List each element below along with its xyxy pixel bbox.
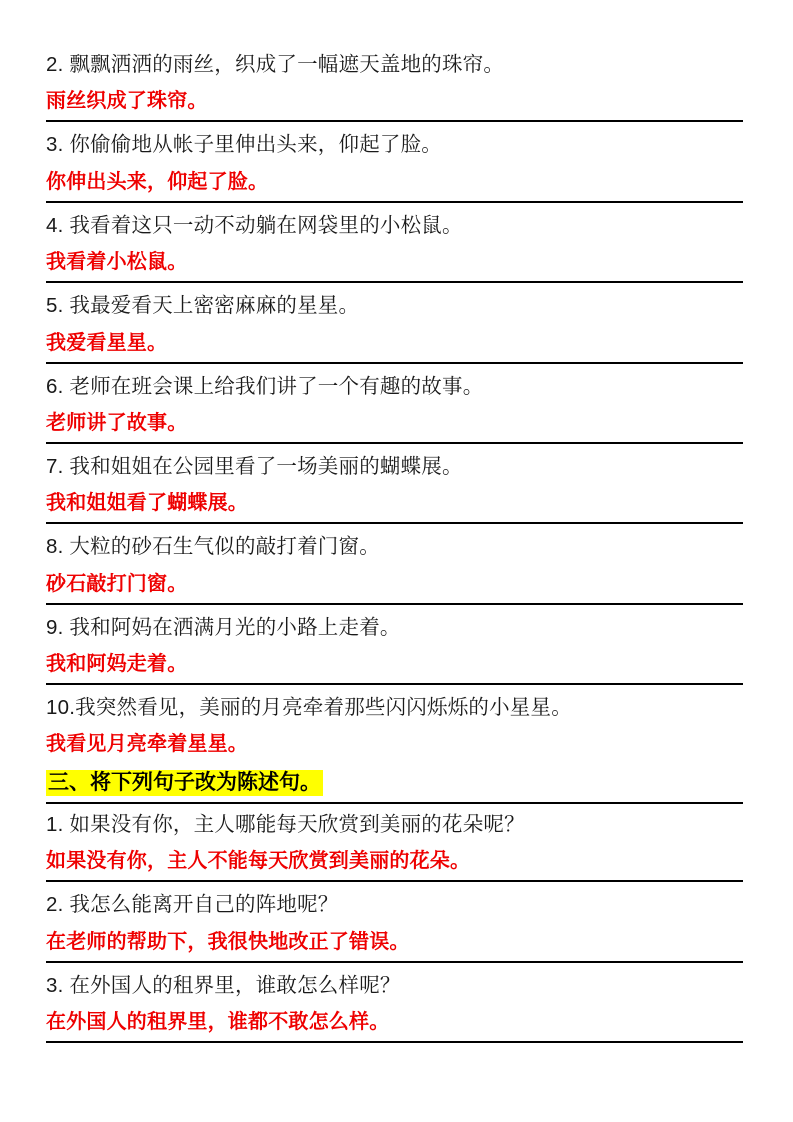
answer-text: 在外国人的租界里，谁都不敢怎么样。 — [46, 1005, 743, 1043]
question-text: 5. 我最爱看天上密密麻麻的星星。 — [46, 294, 360, 318]
exercise-row — [46, 366, 743, 446]
answer-text: 我和姐姐看了蝴蝶展。 — [46, 486, 743, 524]
exercise-row — [46, 607, 743, 687]
question-text: 2. 飘飘洒洒的雨丝，织成了一幅遮天盖地的珠帘。 — [46, 53, 505, 76]
question-text: 10.我突然看见，美丽的月亮牵着那些闪闪烁烁的小星星。 — [46, 696, 572, 719]
section-heading — [46, 765, 743, 803]
exercise-row — [46, 285, 743, 365]
exercise-row — [46, 526, 743, 606]
question-text: 2. 我怎么能离开自己的阵地呢？ — [46, 893, 339, 917]
exercise-row — [46, 687, 743, 765]
question-text: 8. 大粒的砂石生气似的敲打着门窗。 — [46, 535, 380, 559]
answer-text: 我和阿妈走着。 — [46, 647, 743, 685]
exercise-row — [46, 44, 743, 124]
answer-text: 如果没有你，主人不能每天欣赏到美丽的花朵。 — [46, 844, 743, 882]
section-heading-text: 三、将下列句子改为陈述句。 — [48, 771, 321, 795]
exercise-row — [46, 804, 743, 884]
answer-text: 砂石敲打门窗。 — [46, 567, 743, 605]
answer-text: 我看见月亮牵着星星。 — [46, 733, 248, 756]
exercise-row — [46, 446, 743, 526]
exercise-row — [46, 965, 743, 1045]
exercise-row — [46, 884, 743, 964]
answer-text: 我看着小松鼠。 — [46, 245, 743, 283]
question-text: 7. 我和姐姐在公园里看了一场美丽的蝴蝶展。 — [46, 454, 463, 478]
question-text: 1. 如果没有你，主人哪能每天欣赏到美丽的花朵呢？ — [46, 812, 525, 836]
exercise-row — [46, 205, 743, 285]
answer-text: 雨丝织成了珠帘。 — [46, 84, 743, 122]
exercise-row — [46, 124, 743, 204]
question-text: 3. 你偷偷地从帐子里伸出头来，仰起了脸。 — [46, 133, 442, 157]
answer-text: 我爱看星星。 — [46, 326, 743, 364]
question-text: 3. 在外国人的租界里，谁敢怎么样呢？ — [46, 973, 401, 997]
answer-text: 老师讲了故事。 — [46, 406, 743, 444]
question-text: 6. 老师在班会课上给我们讲了一个有趣的故事。 — [46, 374, 484, 398]
question-text: 4. 我看着这只一动不动躺在网袋里的小松鼠。 — [46, 213, 463, 237]
answer-text: 在老师的帮助下，我很快地改正了错误。 — [46, 925, 743, 963]
answer-text: 你伸出头来，仰起了脸。 — [46, 165, 743, 203]
question-text: 9. 我和阿妈在洒满月光的小路上走着。 — [46, 615, 401, 639]
